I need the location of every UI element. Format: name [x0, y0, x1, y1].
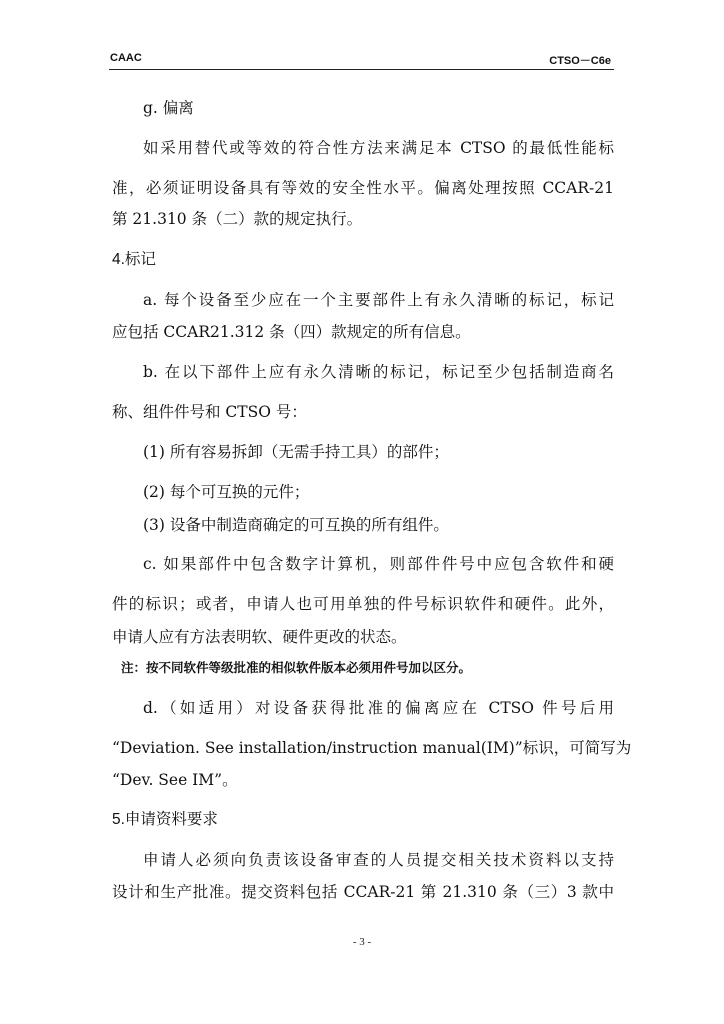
list-item: (2) 每个可互换的元件； [143, 483, 310, 501]
subsection-heading-g: g. 偏离 [143, 99, 194, 117]
section-heading-4: 4.标记 [112, 251, 156, 268]
header-org: CAAC [110, 52, 142, 64]
paragraph-line: b. 在以下部件上应有永久清晰的标记，标记至少包括制造商名 [143, 363, 614, 381]
paragraph-line: 应包括 CCAR21.312 条（四）款规定的所有信息。 [112, 323, 471, 341]
paragraph-line: c. 如果部件中包含数字计算机，则部件件号中应包含软件和硬 [143, 555, 614, 573]
paragraph-line: 第 21.310 条（二）款的规定执行。 [112, 210, 363, 228]
paragraph-line: 申请人应有方法表明软、硬件更改的状态。 [112, 628, 407, 646]
note-line: 注：按不同软件等级批准的相似软件版本必须用件号加以区分。 [121, 660, 472, 675]
paragraph-line: d.（如适用）对设备获得批准的偏离应在 CTSO 件号后用 [143, 699, 614, 717]
paragraph-line: 如采用替代或等效的符合性方法来满足本 CTSO 的最低性能标 [143, 139, 614, 157]
paragraph-line: 申请人必须向负责该设备审查的人员提交相关技术资料以支持 [143, 851, 614, 869]
paragraph-line: 称、组件件号和 CTSO 号： [112, 403, 307, 421]
header-rule [109, 69, 614, 70]
list-item: (1) 所有容易拆卸（无需手持工具）的部件； [143, 443, 449, 461]
paragraph-line: “Dev. See IM”。 [112, 771, 238, 789]
paragraph-line: 设计和生产批准。提交资料包括 CCAR-21 第 21.310 条（三）3 款中 [112, 883, 614, 901]
paragraph-line: 准，必须证明设备具有等效的安全性水平。偏离处理按照 CCAR-21 [112, 179, 614, 197]
list-item: (3) 设备中制造商确定的可互换的所有组件。 [143, 516, 449, 534]
header-doc-id: CTSO－C6e [549, 55, 611, 67]
paragraph-line: a. 每个设备至少应在一个主要部件上有永久清晰的标记，标记 [143, 291, 614, 309]
paragraph-line: “Deviation. See installation/instruction manual(IM)”标识，可简写为 [112, 739, 632, 757]
section-heading-5: 5.申请资料要求 [112, 811, 218, 828]
paragraph-line: 件的标识；或者，申请人也可用单独的件号标识软件和硬件。此外， [112, 595, 614, 613]
page-number: - 3 - [352, 936, 372, 948]
